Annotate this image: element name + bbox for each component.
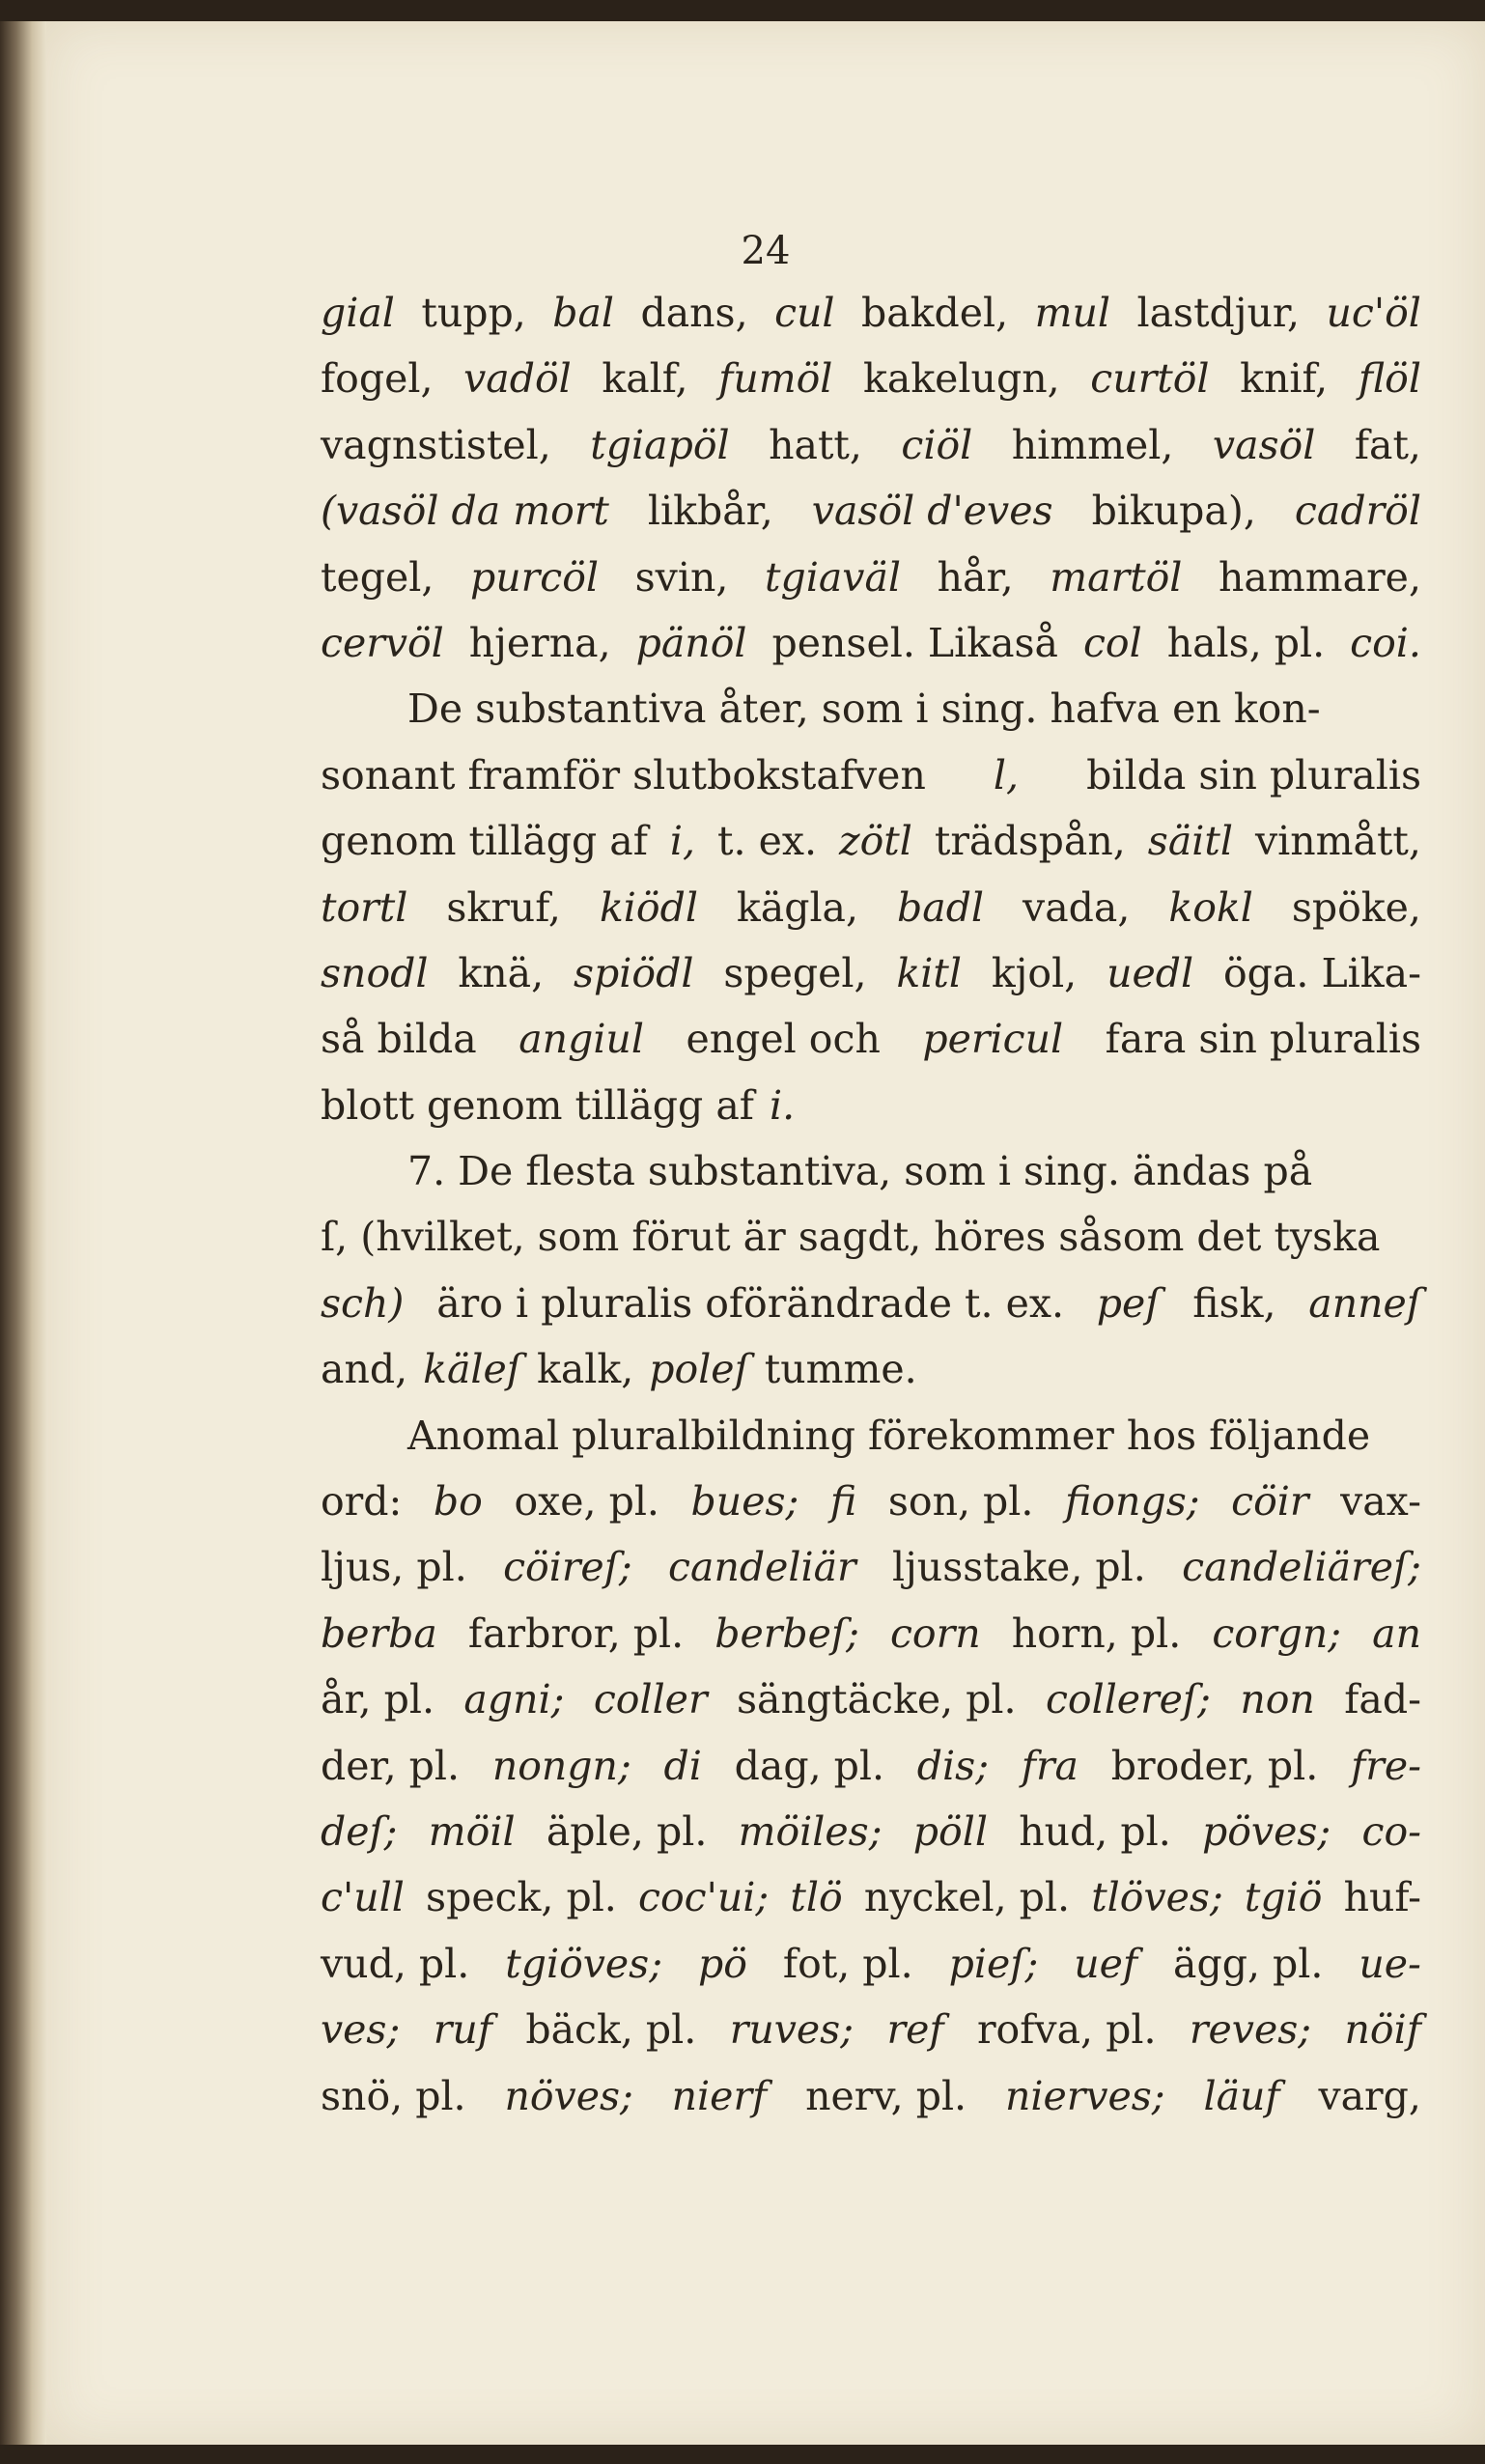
word: kakelugn, [863, 355, 1060, 403]
italic-word: bal [552, 290, 615, 336]
italic-word: pieſ; [948, 1940, 1039, 1987]
italic-word: tortl [321, 883, 408, 931]
page-text-body [321, 280, 1421, 2129]
italic-word: fi [829, 1478, 857, 1526]
italic-word: purcöl [470, 553, 600, 601]
word: sonant framför slutbokstafven [321, 751, 926, 798]
text-line [321, 1073, 1421, 1138]
text-line [321, 1666, 1421, 1732]
italic-word: növes; [504, 2072, 633, 2119]
italic-word: tgiaväl [765, 553, 902, 601]
word: son, pl. [887, 1478, 1034, 1526]
italic-word: pöves; [1202, 1807, 1331, 1855]
italic-word: agni; [463, 1676, 565, 1723]
word: knä, [458, 949, 545, 996]
italic-word: collereſ; [1045, 1676, 1211, 1723]
italic-word: tlöves; [1091, 1874, 1223, 1921]
word: ljusstake, pl. [891, 1544, 1146, 1591]
word: hals, pl. [1166, 619, 1326, 666]
italic-word: berba [321, 1610, 437, 1657]
italic-word: tgiö [1244, 1874, 1323, 1921]
word: tumme. [764, 1346, 917, 1393]
word: sängtäcke, pl. [736, 1676, 1017, 1723]
italic-word: vadöl [463, 355, 572, 403]
word: kalf, [602, 355, 688, 403]
word: äple, pl. [546, 1807, 708, 1855]
italic-word: non [1240, 1676, 1315, 1723]
word: farbror, pl. [467, 1610, 685, 1657]
italic-word: nierf [671, 2072, 768, 2119]
word: hår, [937, 553, 1014, 601]
italic-word: angiul [518, 1016, 644, 1063]
text-line [321, 1864, 1421, 1930]
word: vax- [1340, 1478, 1421, 1526]
italic-word: gial [321, 290, 395, 336]
word: svin, [634, 553, 729, 601]
italic-word: ruf [433, 2006, 492, 2054]
text-line [321, 610, 1421, 676]
text-line [321, 1204, 1421, 1270]
word: nerv, pl. [805, 2072, 967, 2119]
italic-word: fumöl [718, 355, 833, 403]
italic-word: uedl [1107, 949, 1194, 996]
word: år, pl. [321, 1676, 434, 1723]
italic-word: bo [433, 1478, 483, 1526]
text-line [321, 1799, 1421, 1864]
italic-word: i. [769, 1081, 796, 1129]
italic-word: bues; [690, 1478, 799, 1526]
text-line [321, 676, 1421, 742]
italic-word: fiongs; [1065, 1478, 1200, 1526]
word: nyckel, pl. [863, 1874, 1071, 1921]
italic-word: pericul [922, 1016, 1064, 1063]
italic-word: möiles; [738, 1807, 883, 1855]
word: kjol, [991, 949, 1078, 996]
text-line [321, 545, 1421, 610]
word: spöke, [1291, 883, 1421, 931]
text-line [321, 412, 1421, 478]
italic-word: flöl [1358, 355, 1421, 403]
italic-word: sch) [321, 1279, 405, 1327]
italic-word: fra [1021, 1742, 1079, 1789]
text-line [321, 1469, 1421, 1534]
text-line [321, 1931, 1421, 1997]
italic-word: uc'öl [1326, 290, 1421, 336]
italic-word: vasöl d'eves [811, 488, 1053, 535]
italic-word: pänöl [635, 619, 747, 666]
word: ljus, pl. [321, 1544, 467, 1591]
italic-word: candeliäreſ; [1182, 1544, 1421, 1591]
italic-word: anneſ [1308, 1279, 1421, 1327]
italic-word: col [1082, 619, 1142, 666]
word: blott genom tillägg af [321, 1081, 754, 1129]
word: tupp, [421, 290, 526, 336]
word: bakdel, [860, 290, 1009, 336]
text-line [321, 1271, 1421, 1336]
word: horn, pl. [1011, 1610, 1182, 1657]
text-line [321, 478, 1421, 544]
word: hammare, [1219, 553, 1421, 601]
text-line [321, 2063, 1421, 2129]
word: fara sin pluralis [1105, 1016, 1421, 1063]
word: bäck, pl. [525, 2006, 697, 2054]
word: vada, [1023, 883, 1131, 931]
italic-word: zötl [839, 818, 912, 865]
italic-word: (vasöl da mort [321, 488, 609, 535]
word: bilda sin pluralis [1086, 751, 1421, 798]
word: kalk, [536, 1346, 634, 1393]
word: varg, [1318, 2072, 1421, 2119]
word: kägla, [736, 883, 859, 931]
italic-word: vasöl [1212, 421, 1316, 468]
word: öga. Lika- [1223, 949, 1421, 996]
italic-word: an [1372, 1610, 1421, 1657]
italic-word: corn [889, 1610, 981, 1657]
word: 7. De flesta substantiva, som i sing. ändas på [407, 1148, 1313, 1195]
italic-word: coller [593, 1676, 708, 1723]
italic-word: käleſ [423, 1346, 521, 1393]
italic-word: snodl [321, 949, 429, 996]
text-line [321, 1534, 1421, 1600]
word: fot, pl. [782, 1940, 913, 1987]
italic-word: kokl [1168, 883, 1253, 931]
word: så bilda [321, 1016, 477, 1063]
italic-word: tlö [790, 1874, 843, 1921]
word: engel och [686, 1016, 881, 1063]
italic-word: i, [669, 818, 696, 865]
word: huf- [1343, 1874, 1421, 1921]
word: rofva, pl. [976, 2006, 1157, 2054]
italic-word: martöl [1050, 553, 1183, 601]
word: dag, pl. [734, 1742, 885, 1789]
italic-word: cadröl [1294, 488, 1421, 535]
word: ſ, (hvilket, som förut är sagdt, höres såsom det tyska [321, 1214, 1381, 1261]
text-line [321, 1006, 1421, 1072]
word: ord: [321, 1478, 403, 1526]
italic-word: kitl [896, 949, 962, 996]
italic-word: deſ; [321, 1807, 398, 1855]
word: De substantiva åter, som i sing. hafva en kon- [407, 686, 1321, 733]
italic-word: spiödl [573, 949, 694, 996]
italic-word: tgiöves; [505, 1940, 663, 1987]
text-line [321, 1336, 1421, 1402]
italic-word: coc'ui; [638, 1874, 770, 1921]
italic-word: curtöl [1090, 355, 1210, 403]
italic-word: kiödl [599, 883, 698, 931]
text-line [321, 808, 1421, 874]
text-line [321, 1138, 1421, 1204]
italic-word: cöir [1231, 1478, 1309, 1526]
italic-word: ves; [321, 2006, 401, 2054]
italic-word: coi. [1350, 619, 1421, 666]
italic-word: badl [897, 883, 985, 931]
italic-word: ref [886, 2006, 944, 2054]
word: himmel, [1011, 421, 1174, 468]
word: fogel, [321, 355, 434, 403]
word: der, pl. [321, 1742, 461, 1789]
italic-word: ruves; [729, 2006, 855, 2054]
italic-word: nöif [1344, 2006, 1421, 2054]
italic-word: fre- [1351, 1742, 1421, 1789]
word: Anomal pluralbildning förekommer hos följande [407, 1412, 1371, 1459]
word: dans, [640, 290, 748, 336]
word: t. ex. [717, 818, 818, 865]
word: vud, pl. [321, 1940, 470, 1987]
italic-word: di [663, 1742, 702, 1789]
book-binding-edge [0, 21, 46, 2445]
word: fad- [1344, 1676, 1421, 1723]
word: skruf, [446, 883, 561, 931]
word: hatt, [769, 421, 862, 468]
word: oxe, pl. [514, 1478, 659, 1526]
word: trädspån, [934, 818, 1126, 865]
italic-word: cöireſ; [503, 1544, 632, 1591]
word: snö, pl. [321, 2072, 466, 2119]
word: ägg, pl. [1173, 1940, 1324, 1987]
italic-word: nierves; [1004, 2072, 1165, 2119]
italic-word: poleſ [649, 1346, 749, 1393]
italic-word: cervöl [321, 619, 444, 666]
italic-word: peſ [1096, 1279, 1161, 1327]
word: likbår, [647, 488, 773, 535]
italic-word: nongn; [491, 1742, 631, 1789]
text-line [321, 1403, 1421, 1469]
text-line [321, 280, 1421, 346]
text-line [321, 1601, 1421, 1666]
italic-word: pö [698, 1940, 747, 1987]
word: hud, pl. [1019, 1807, 1171, 1855]
italic-word: co- [1361, 1807, 1421, 1855]
word: vagnstistel, [321, 421, 551, 468]
italic-word: mul [1034, 290, 1111, 336]
italic-word: uef [1074, 1940, 1138, 1987]
word: spegel, [723, 949, 867, 996]
word: pensel. Likaså [771, 619, 1058, 666]
text-line [321, 875, 1421, 940]
word: hjerna, [468, 619, 611, 666]
italic-word: l, [993, 751, 1020, 798]
italic-word: berbeſ; [714, 1610, 859, 1657]
italic-word: möil [428, 1807, 516, 1855]
word: lastdjur, [1136, 290, 1301, 336]
italic-word: ue- [1359, 1940, 1421, 1987]
italic-word: cul [774, 290, 835, 336]
italic-word: pöll [912, 1807, 988, 1855]
italic-word: ciöl [901, 421, 973, 468]
italic-word: candeliär [668, 1544, 856, 1591]
text-line [321, 940, 1421, 1006]
italic-word: reves; [1189, 2006, 1312, 2054]
page-number: 24 [741, 229, 791, 273]
word: vinmått, [1254, 818, 1421, 865]
text-line [321, 346, 1421, 411]
word: genom tillägg af [321, 818, 648, 865]
italic-word: säitl [1147, 818, 1233, 865]
italic-word: tgiapöl [590, 421, 730, 468]
word: speck, pl. [426, 1874, 617, 1921]
word: fisk, [1192, 1279, 1276, 1327]
text-line [321, 1733, 1421, 1799]
word: and, [321, 1346, 408, 1393]
word: äro i pluralis oförändrade t. ex. [436, 1279, 1064, 1327]
word: broder, pl. [1110, 1742, 1319, 1789]
italic-word: corgn; [1212, 1610, 1342, 1657]
word: fat, [1354, 421, 1421, 468]
italic-word: dis; [916, 1742, 990, 1789]
text-line [321, 1997, 1421, 2062]
italic-word: c'ull [321, 1874, 405, 1921]
word: tegel, [321, 553, 434, 601]
word: knif, [1240, 355, 1329, 403]
text-line [321, 742, 1421, 808]
word: bikupa), [1091, 488, 1256, 535]
italic-word: läuf [1203, 2072, 1280, 2119]
